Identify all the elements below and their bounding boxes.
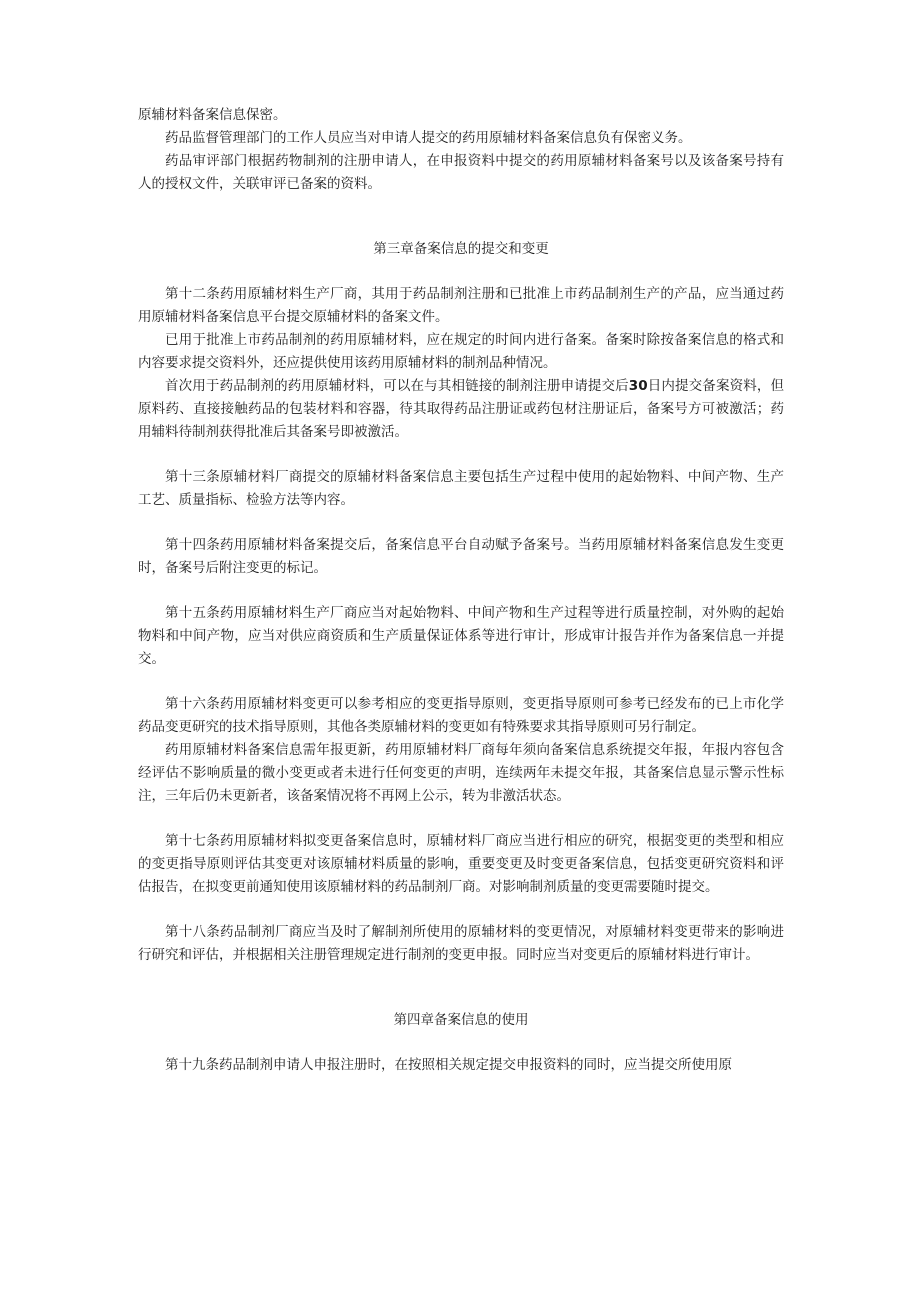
spacer xyxy=(138,580,784,602)
days-number: 30 xyxy=(628,378,648,394)
article-17: 第十七条药用原辅材料拟变更备案信息时，原辅材料厂商应当进行相应的研究，根据变更的类型和相应的变更指导原则评估其变更对该原辅材料质量的影响，重要变更及时变更备案信息，包括变更研究资料和评估报告，在拟变更前通知使用该原辅材料的药品制剂厂商。对影响制剂质量的变更需要随时提交。 xyxy=(138,833,784,895)
spacer xyxy=(138,1032,784,1054)
spacer xyxy=(138,196,784,238)
spacer xyxy=(138,808,784,830)
spacer xyxy=(138,444,784,466)
article-12-para-3-pre: 首次用于药品制剂的药用原辅材料，可以在与其相链接的制剂注册申请提交后 xyxy=(165,378,629,394)
article-12-para-3-post: 日内提交备案资料，但原料药、直接接触药品的包装材料和容器，待其取得药品注册证或药包材注册证后，备案号方可被激活；药用辅料待制剂获得批准后其备案号即被激活。 xyxy=(138,378,785,440)
spacer xyxy=(138,512,784,534)
paragraph-review-dept: 药品审评部门根据药物制剂的注册申请人，在申报资料中提交的药用原辅材料备案号以及该备案号持有人的授权文件，关联审评已备案的资料。 xyxy=(138,153,784,192)
article-14: 第十四条药用原辅材料备案提交后，备案信息平台自动赋予备案号。当药用原辅材料备案信息发生变更时，备案号后附注变更的标记。 xyxy=(138,537,784,576)
article-16: 第十六条药用原辅材料变更可以参考相应的变更指导原则，变更指导原则可参考已经发布的已上市化学药品变更研究的技术指导原则，其他各类原辅材料的变更如有特殊要求其指导原则可另行制定。 xyxy=(138,696,784,735)
chapter-heading-4: 第四章备案信息的使用 xyxy=(393,1012,529,1028)
spacer xyxy=(138,899,784,921)
article-12: 第十二条药用原辅材料生产厂商，其用于药品制剂注册和已批准上市药品制剂生产的产品，应当通过药用原辅材料备案信息平台提交原辅材料的备案文件。 xyxy=(138,286,784,325)
spacer xyxy=(138,671,784,693)
article-15: 第十五条药用原辅材料生产厂商应当对起始物料、中间产物和生产过程等进行质量控制，对外购的起始物料和中间产物，应当对供应商资质和生产质量保证体系等进行审计，形成审计报告并作为备案信息一并提交。 xyxy=(138,605,784,667)
article-12-para-3 xyxy=(138,375,784,444)
chapter-heading-3: 第三章备案信息的提交和变更 xyxy=(373,241,549,257)
spacer xyxy=(138,261,784,283)
paragraph-staff-duty: 药品监督管理部门的工作人员应当对申请人提交的药用原辅材料备案信息负有保密义务。 xyxy=(165,130,692,146)
paragraph-confidential: 原辅材料备案信息保密。 xyxy=(138,107,287,123)
article-18: 第十八条药品制剂厂商应当及时了解制剂所使用的原辅材料的变更情况，对原辅材料变更带来的影响进行研究和评估，并根据相关注册管理规定进行制剂的变更申报。同时应当对变更后的原辅材料进行审计。 xyxy=(138,924,784,963)
article-12-para-2: 已用于批准上市药品制剂的药用原辅材料，应在规定的时间内进行备案。备案时除按备案信息的格式和内容要求提交资料外，还应提供使用该药用原辅材料的制剂品种情况。 xyxy=(138,332,784,371)
article-19: 第十九条药品制剂申请人申报注册时，在按照相关规定提交申报资料的同时，应当提交所使用原 xyxy=(165,1057,732,1073)
article-13: 第十三条原辅材料厂商提交的原辅材料备案信息主要包括生产过程中使用的起始物料、中间产物、生产工艺、质量指标、检验方法等内容。 xyxy=(138,469,784,508)
document-page xyxy=(138,104,784,1077)
article-16-para-2: 药用原辅材料备案信息需年报更新，药用原辅材料厂商每年须向备案信息系统提交年报，年报内容包含经评估不影响质量的微小变更或者未进行任何变更的声明，连续两年未提交年报，其备案信息显示警示性标注，三年后仍未更新者，该备案情况将不再网上公示，转为非激活状态。 xyxy=(138,742,784,804)
spacer xyxy=(138,967,784,1009)
